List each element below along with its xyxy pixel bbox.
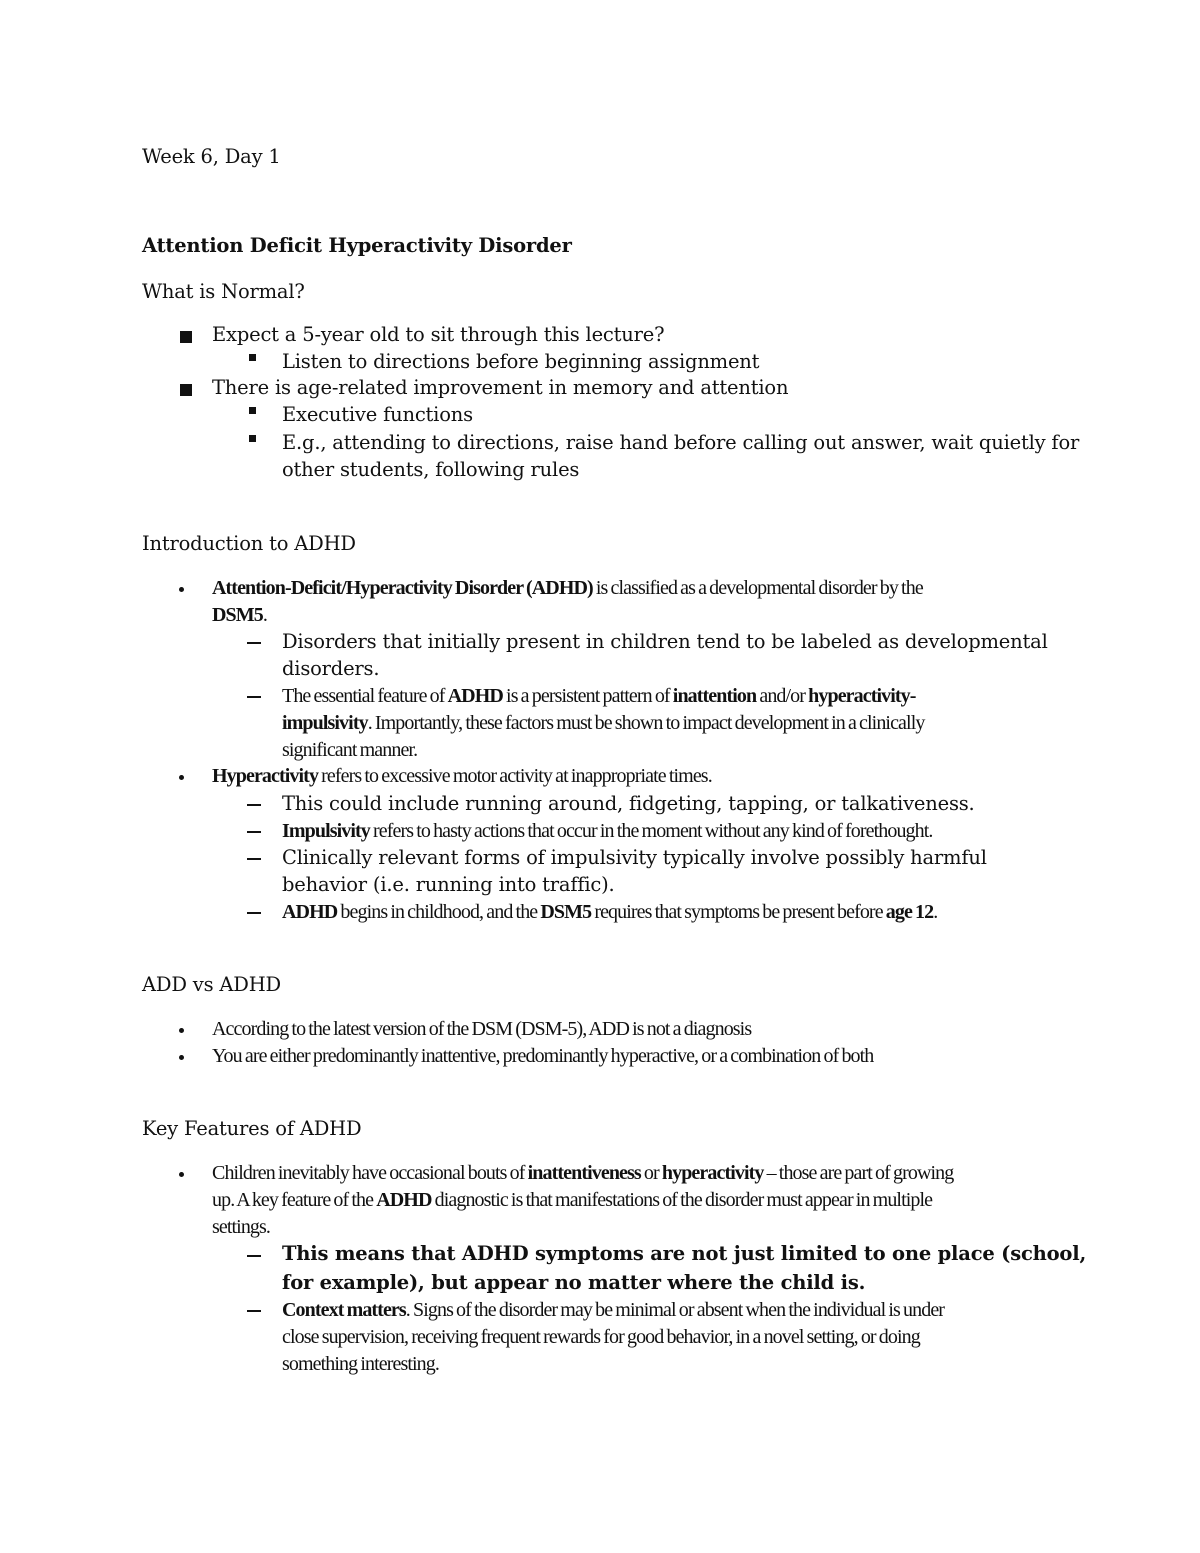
dash-bullet-icon <box>247 912 261 914</box>
addvs-bullet-1: According to the latest version of the DSM (DSM-5), ADD is not a diagnosis <box>212 1018 752 1040</box>
bullet-dot-icon <box>179 1055 184 1060</box>
text: . <box>262 604 267 626</box>
text: refers to hasty actions that occur in the moment without any kind of forethought. <box>369 820 933 842</box>
term: age 12 <box>885 901 934 923</box>
text: up. A key feature of the <box>212 1189 377 1211</box>
small-square-bullet-icon <box>249 407 256 414</box>
text: begins in childhood, and the <box>337 901 541 923</box>
intro-dash-6 <box>282 899 937 925</box>
intro-bullet-1-line-2 <box>212 602 267 628</box>
normal-bullet-1: Expect a 5-year old to sit through this lecture? <box>212 323 665 346</box>
intro-dash-5-line-1: Clinically relevant forms of impulsivity typically involve possibly harmful <box>282 846 987 869</box>
intro-bullet-1-line-1 <box>212 575 923 601</box>
dash-bullet-icon <box>247 804 261 806</box>
key-bullet-1-line-2 <box>212 1187 932 1213</box>
key-dash-2-line-2: close supervision, receiving frequent rewards for good behavior, in a novel setting, or doing <box>282 1326 920 1348</box>
small-square-bullet-icon <box>249 354 256 361</box>
term-adhd-full: Attention-Deficit/Hyperactivity Disorder (ADHD) <box>212 577 593 599</box>
square-bullet-icon <box>180 331 192 343</box>
addvs-bullet-2: You are either predominantly inattentive, predominantly hyperactive, or a combination of both <box>212 1045 874 1067</box>
key-dash-1-line-1: This means that ADHD symptoms are not just limited to one place (school, <box>282 1242 1087 1265</box>
section-heading-add-vs-adhd: ADD vs ADHD <box>142 973 281 996</box>
term: ADHD <box>282 901 338 923</box>
term: hyperactivity- <box>808 685 916 707</box>
term-dsm5: DSM5 <box>212 604 263 626</box>
bullet-dot-icon <box>179 1172 184 1177</box>
section-heading-intro: Introduction to ADHD <box>142 532 356 555</box>
text: is classified as a developmental disorder by the <box>592 577 923 599</box>
text: refers to excessive motor activity at inappropriate times. <box>318 765 712 787</box>
text: is a persistent pattern of <box>502 685 673 707</box>
dash-bullet-icon <box>247 858 261 860</box>
text: requires that symptoms be present before <box>591 901 886 923</box>
week-day-label: Week 6, Day 1 <box>142 145 281 168</box>
text: or <box>640 1162 662 1184</box>
bullet-dot-icon <box>179 587 184 592</box>
intro-dash-1-line-2: disorders. <box>282 657 380 680</box>
dash-bullet-icon <box>247 1255 261 1257</box>
bullet-dot-icon <box>179 1028 184 1033</box>
intro-bullet-2 <box>212 763 712 789</box>
term-hyperactivity: Hyperactivity <box>212 765 319 787</box>
bullet-dot-icon <box>179 775 184 780</box>
term-impulsivity: Impulsivity <box>282 820 370 842</box>
term-context-matters: Context matters <box>282 1299 406 1321</box>
term: ADHD <box>376 1189 432 1211</box>
key-dash-2-line-3: something interesting. <box>282 1353 439 1375</box>
page-title: Attention Deficit Hyperactivity Disorder <box>142 234 572 257</box>
intro-dash-5-line-2: behavior (i.e. running into traffic). <box>282 873 615 896</box>
key-bullet-1-line-1 <box>212 1160 953 1186</box>
term: hyperactivity <box>661 1162 764 1184</box>
key-dash-2-line-1 <box>282 1297 944 1323</box>
term: impulsivity <box>282 712 368 734</box>
text: Children inevitably have occasional bouts of <box>212 1162 528 1184</box>
normal-sub-bullet-1: Listen to directions before beginning assignment <box>282 350 760 373</box>
small-square-bullet-icon <box>249 435 256 442</box>
term: inattentiveness <box>527 1162 641 1184</box>
text: The essential feature of <box>282 685 448 707</box>
text: diagnostic is that manifestations of the disorder must appear in multiple <box>431 1189 933 1211</box>
intro-dash-1-line-1: Disorders that initially present in children tend to be labeled as developmental <box>282 630 1048 653</box>
text: . <box>933 901 938 923</box>
normal-sub-bullet-2: Executive functions <box>282 403 473 426</box>
term: inattention <box>672 685 757 707</box>
normal-sub-bullet-3-line-2: other students, following rules <box>282 458 580 481</box>
intro-dash-2-line-3: significant manner. <box>282 739 418 761</box>
intro-dash-2-line-1 <box>282 683 916 709</box>
text: – those are part of growing <box>763 1162 954 1184</box>
text: and/or <box>756 685 809 707</box>
intro-dash-2-line-2 <box>282 710 924 736</box>
dash-bullet-icon <box>247 831 261 833</box>
normal-bullet-2: There is age-related improvement in memory and attention <box>212 376 789 399</box>
intro-dash-3: This could include running around, fidgeting, tapping, or talkativeness. <box>282 792 975 815</box>
section-heading-normal: What is Normal? <box>142 280 305 303</box>
section-heading-key-features: Key Features of ADHD <box>142 1117 362 1140</box>
intro-dash-4 <box>282 818 933 844</box>
normal-sub-bullet-3-line-1: E.g., attending to directions, raise hand before calling out answer, wait quietly for <box>282 431 1080 454</box>
key-dash-1-line-2: for example), but appear no matter where the child is. <box>282 1271 866 1294</box>
dash-bullet-icon <box>247 1310 261 1312</box>
square-bullet-icon <box>180 384 192 396</box>
dash-bullet-icon <box>247 642 261 644</box>
key-bullet-1-line-3: settings. <box>212 1216 271 1238</box>
dash-bullet-icon <box>247 696 261 698</box>
term: DSM5 <box>540 901 592 923</box>
term: ADHD <box>447 685 503 707</box>
text: . Signs of the disorder may be minimal or absent when the individual is under <box>405 1299 945 1321</box>
text: . Importantly, these factors must be shown to impact development in a clinically <box>367 712 925 734</box>
